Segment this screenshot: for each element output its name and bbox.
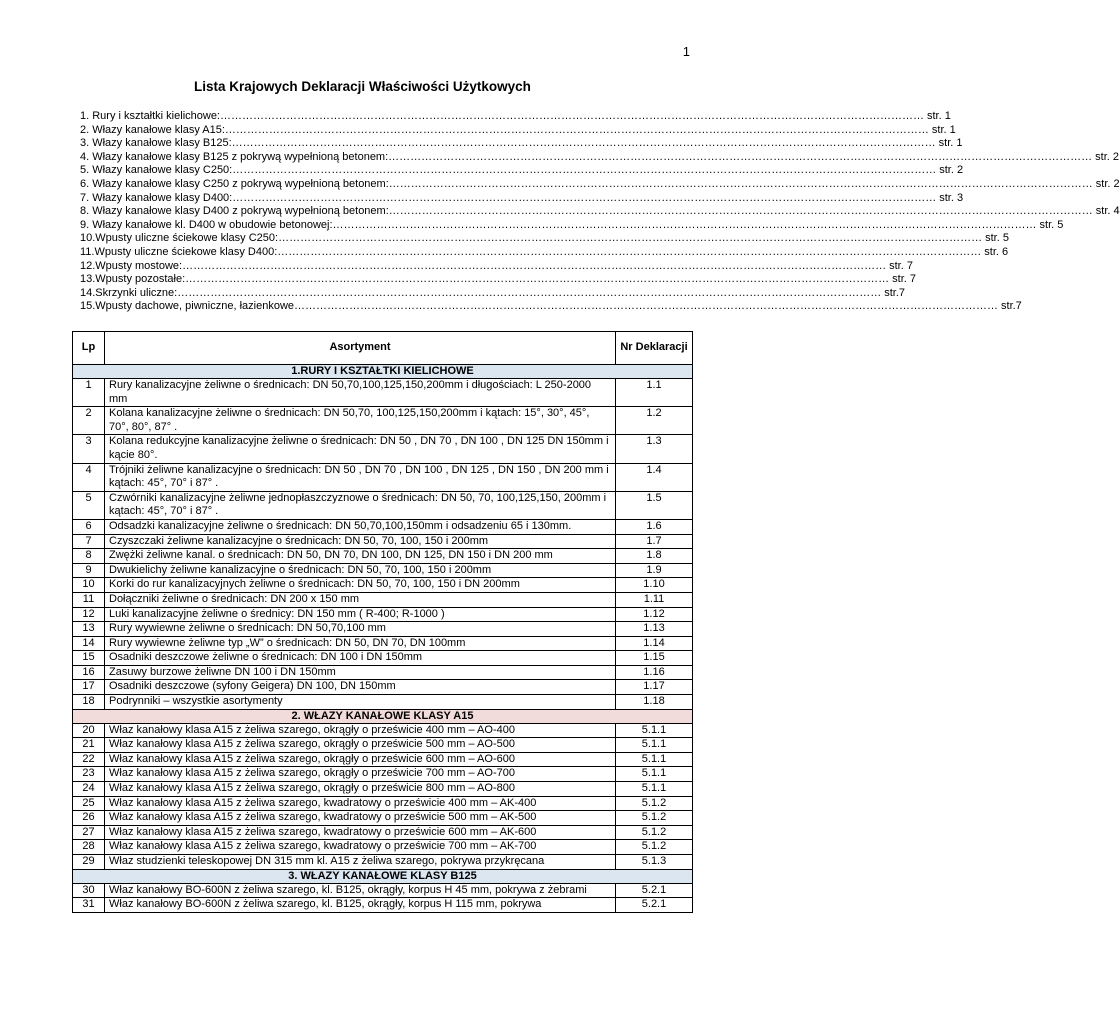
row-declaration: 5.2.1 [616, 883, 693, 898]
row-lp: 1 [73, 379, 105, 407]
toc-item [80, 259, 913, 274]
table-row [73, 607, 693, 622]
toc-item-label: 4. Włazy kanałowe klasy B125 z pokrywą wypełnioną betonem: [80, 150, 389, 163]
section-title: 2. WŁAZY KANAŁOWE KLASY A15 [73, 709, 693, 723]
table-row [73, 463, 693, 491]
table-row [73, 883, 693, 898]
row-assortment: Rury wywiewne żeliwne o średnicach: DN 50,70,100 mm [105, 622, 616, 637]
row-assortment: Kolana redukcyjne kanalizacyjne żeliwne o średnicach: DN 50 , DN 70 , DN 100 , DN 125 DN 150mm i kącie 80°. [105, 435, 616, 463]
toc-leader-dots: ………………………………………………………………………………………………………………………………………………………………………… [388, 150, 1093, 163]
row-declaration: 1.2 [616, 407, 693, 435]
toc-leader-dots: ………………………………………………………………………………………………………………………………………………………………………… [277, 245, 982, 258]
page-number: 1 [682, 44, 690, 59]
table-row [73, 825, 693, 840]
toc-leader-dots: ………………………………………………………………………………………………………………………………………………………………………… [294, 300, 999, 313]
toc-item-label: 3. Włazy kanałowe klasy B125: [80, 137, 232, 150]
toc-item [80, 123, 956, 138]
toc-leader-dots: ………………………………………………………………………………………………………………………………………………………………………… [185, 273, 890, 286]
row-assortment: Właz kanałowy klasa A15 z żeliwa szarego, kwadratowy o prześwicie 500 mm – AK-500 [105, 811, 616, 826]
toc-item-page: str. 1 [938, 137, 963, 150]
table-header-row [73, 332, 693, 365]
row-declaration: 5.1.1 [616, 738, 693, 753]
toc-item-label: 9. Włazy kanałowe kl. D400 w obudowie betonowej: [80, 218, 333, 231]
toc-leader-dots: ………………………………………………………………………………………………………………………………………………………………………… [232, 191, 937, 204]
toc-item-page: str. 4 [1095, 205, 1120, 218]
row-declaration: 1.3 [616, 435, 693, 463]
table-row [73, 855, 693, 870]
toc-leader-dots: ………………………………………………………………………………………………………………………………………………………………………… [232, 164, 937, 177]
table-row [73, 811, 693, 826]
row-declaration: 1.17 [616, 680, 693, 695]
toc-item [80, 245, 1009, 260]
toc-item-page: str. 5 [1039, 218, 1064, 231]
toc-item-label: 2. Włazy kanałowe klasy A15: [80, 123, 225, 136]
toc-item [80, 273, 917, 287]
row-declaration: 1.9 [616, 563, 693, 578]
toc-item-label: 13.Wpusty pozostałe: [80, 273, 186, 286]
row-lp: 27 [73, 825, 105, 840]
row-lp: 11 [73, 592, 105, 607]
toc-item-page: str. 2 [1095, 177, 1120, 190]
row-assortment: Dołączniki żeliwne o średnicach: DN 200 x 150 mm [105, 592, 616, 607]
row-assortment: Właz kanałowy klasa A15 z żeliwa szarego, kwadratowy o prześwicie 400 mm – AK-400 [105, 796, 616, 811]
table-row [73, 695, 693, 710]
row-assortment: Właz kanałowy klasa A15 z żeliwa szarego, okrągły o prześwicie 500 mm – AO-500 [105, 738, 616, 753]
toc-item [80, 191, 964, 206]
row-lp: 8 [73, 549, 105, 564]
toc-item [80, 300, 1022, 314]
row-lp: 18 [73, 695, 105, 710]
row-assortment: Podrynniki – wszystkie asortymenty [105, 695, 616, 710]
row-declaration: 5.1.2 [616, 825, 693, 840]
table-row [73, 651, 693, 666]
row-assortment: Właz kanałowy klasa A15 z żeliwa szarego, okrągły o prześwicie 800 mm – AO-800 [105, 782, 616, 797]
toc-leader-dots: ………………………………………………………………………………………………………………………………………………………………………… [224, 123, 929, 136]
table-row [73, 578, 693, 593]
table-row [73, 840, 693, 855]
toc-leader-dots: ………………………………………………………………………………………………………………………………………………………………………… [278, 232, 983, 245]
toc-item-label: 12.Wpusty mostowe: [80, 259, 183, 272]
row-lp: 31 [73, 898, 105, 913]
table-row [73, 407, 693, 435]
row-assortment: Rury kanalizacyjne żeliwne o średnicach: DN 50,70,100,125,150,200mm i długościach: L 250-2000 mm [105, 379, 616, 407]
row-declaration: 1.16 [616, 665, 693, 680]
row-assortment: Korki do rur kanalizacyjnych żeliwne o średnicach: DN 50, 70, 100, 150 i DN 200mm [105, 578, 616, 593]
toc-leader-dots: ………………………………………………………………………………………………………………………………………………………………………… [182, 259, 887, 272]
row-declaration: 1.1 [616, 379, 693, 407]
row-lp: 13 [73, 622, 105, 637]
toc-leader-dots: ………………………………………………………………………………………………………………………………………………………………………… [332, 218, 1037, 231]
row-lp: 22 [73, 752, 105, 767]
toc-item-page: str.7 [884, 286, 906, 299]
toc-item-page: str. 3 [939, 191, 964, 204]
row-lp: 7 [73, 534, 105, 549]
table-row [73, 636, 693, 651]
row-assortment: Właz kanałowy klasa A15 z żeliwa szarego, okrągły o prześwicie 400 mm – AO-400 [105, 723, 616, 738]
table-row [73, 563, 693, 578]
row-declaration: 1.13 [616, 622, 693, 637]
table-row [73, 782, 693, 797]
toc-item [80, 286, 906, 301]
toc-item-page: str. 1 [927, 110, 951, 122]
row-declaration: 1.6 [616, 519, 693, 534]
row-declaration: 5.1.2 [616, 796, 693, 811]
row-lp: 17 [73, 680, 105, 695]
toc-leader-dots: ………………………………………………………………………………………………………………………………………………………………………… [388, 177, 1093, 190]
row-declaration: 5.1.3 [616, 855, 693, 870]
row-lp: 15 [73, 651, 105, 666]
row-lp: 23 [73, 767, 105, 782]
row-assortment: Osadniki deszczowe żeliwne o średnicach: DN 100 i DN 150mm [105, 651, 616, 666]
row-lp: 26 [73, 811, 105, 826]
toc-leader-dots: ………………………………………………………………………………………………………………………………………………………………………… [220, 110, 924, 122]
toc-item [80, 110, 951, 124]
toc-item [80, 164, 964, 178]
toc-item [80, 232, 1009, 246]
row-assortment: Rury wywiewne żeliwne typ „W” o średnicach: DN 50, DN 70, DN 100mm [105, 636, 616, 651]
toc-item-label: 6. Włazy kanałowe klasy C250 z pokrywą wypełnioną betonem: [80, 177, 389, 190]
row-assortment: Zwężki żeliwne kanal. o średnicach: DN 50, DN 70, DN 100, DN 125, DN 150 i DN 200 mm [105, 549, 616, 564]
row-assortment: Luki kanalizacyjne żeliwne o średnicy: DN 150 mm ( R-400; R-1000 ) [105, 607, 616, 622]
row-lp: 10 [73, 578, 105, 593]
toc-item-label: 5. Włazy kanałowe klasy C250: [80, 164, 233, 177]
table-row [73, 738, 693, 753]
toc-item-label: 11.Wpusty uliczne ściekowe klasy D400: [80, 245, 278, 258]
row-lp: 9 [73, 563, 105, 578]
row-declaration: 1.5 [616, 491, 693, 519]
row-lp: 20 [73, 723, 105, 738]
row-lp: 16 [73, 665, 105, 680]
toc-leader-dots: ………………………………………………………………………………………………………………………………………………………………………… [388, 205, 1093, 218]
row-assortment: Właz kanałowy klasa A15 z żeliwa szarego, kwadratowy o prześwicie 700 mm – AK-700 [105, 840, 616, 855]
row-declaration: 5.1.2 [616, 840, 693, 855]
row-assortment: Właz kanałowy BO-600N z żeliwa szarego, kl. B125, okrągły, korpus H 115 mm, pokrywa [105, 898, 616, 913]
row-lp: 6 [73, 519, 105, 534]
row-lp: 30 [73, 883, 105, 898]
toc-item-page: str. 7 [892, 273, 917, 286]
section-header-row [73, 709, 693, 723]
table-of-contents [80, 110, 1120, 314]
row-assortment: Zasuwy burzowe żeliwne DN 100 i DN 150mm [105, 665, 616, 680]
row-declaration: 1.11 [616, 592, 693, 607]
row-assortment: Czyszczaki żeliwne kanalizacyjne o średnicach: DN 50, 70, 100, 150 i 200mm [105, 534, 616, 549]
table-row [73, 622, 693, 637]
row-lp: 12 [73, 607, 105, 622]
toc-item-page: str. 5 [985, 232, 1009, 245]
row-lp: 5 [73, 491, 105, 519]
row-declaration: 5.1.1 [616, 782, 693, 797]
toc-item-page: str. 1 [931, 123, 956, 136]
table-row [73, 680, 693, 695]
row-declaration: 1.14 [616, 636, 693, 651]
row-declaration: 1.4 [616, 463, 693, 491]
toc-item-page: str. 7 [889, 259, 913, 272]
row-assortment: Odsadzki kanalizacyjne żeliwne o średnicach: DN 50,70,100,150mm i odsadzeniu 65 i 130mm. [105, 519, 616, 534]
row-lp: 21 [73, 738, 105, 753]
table-row [73, 665, 693, 680]
row-assortment: Właz studzienki teleskopowej DN 315 mm kl. A15 z żeliwa szarego, pokrywa przykręcana [105, 855, 616, 870]
table-row [73, 534, 693, 549]
section-title: 1.RURY I KSZTAŁTKI KIELICHOWE [73, 365, 693, 379]
toc-item-label: 8. Włazy kanałowe klasy D400 z pokrywą wypełnioną betonem: [80, 205, 389, 218]
table-row [73, 379, 693, 407]
row-lp: 4 [73, 463, 105, 491]
toc-item-label: 7. Włazy kanałowe klasy D400: [80, 191, 233, 204]
header-assortment: Asortyment [105, 332, 616, 365]
header-declaration: Nr Deklaracji [616, 332, 693, 365]
row-declaration: 1.8 [616, 549, 693, 564]
table-row [73, 519, 693, 534]
row-lp: 2 [73, 407, 105, 435]
row-declaration: 1.18 [616, 695, 693, 710]
row-assortment: Kolana kanalizacyjne żeliwne o średnicach: DN 50,70, 100,125,150,200mm i kątach: 15°, 30°, 45°, 70°, 80°, 87° . [105, 407, 616, 435]
toc-item-label: 15.Wpusty dachowe, piwniczne, łazienkowe [80, 300, 295, 313]
table-row [73, 723, 693, 738]
row-assortment: Właz kanałowy klasa A15 z żeliwa szarego, okrągły o prześwicie 700 mm – AO-700 [105, 767, 616, 782]
toc-item-page: str. 2 [939, 164, 964, 177]
row-assortment: Czwórniki kanalizacyjne żeliwne jednopłaszczyznowe o średnicach: DN 50, 70, 100,125,150, 200mm i kątach: 45°, 70° i 87° . [105, 491, 616, 519]
row-lp: 14 [73, 636, 105, 651]
section-title: 3. WŁAZY KANAŁOWE KLASY B125 [73, 869, 693, 883]
toc-item-page: str.7 [1001, 300, 1022, 313]
row-assortment: Osadniki deszczowe (syfony Geigera) DN 100, DN 150mm [105, 680, 616, 695]
header-lp: Lp [73, 332, 105, 365]
toc-item-label: 1. Rury i kształtki kielichowe: [80, 110, 220, 122]
row-declaration: 5.2.1 [616, 898, 693, 913]
row-assortment: Właz kanałowy klasa A15 z żeliwa szarego, okrągły o prześwicie 600 mm – AO-600 [105, 752, 616, 767]
row-declaration: 1.15 [616, 651, 693, 666]
row-assortment: Właz kanałowy BO-600N z żeliwa szarego, kl. B125, okrągły, korpus H 45 mm, pokrywa z żebrami [105, 883, 616, 898]
row-declaration: 5.1.1 [616, 752, 693, 767]
document-title: Lista Krajowych Deklaracji Właściwości Użytkowych [194, 79, 531, 94]
row-declaration: 1.7 [616, 534, 693, 549]
table-row [73, 549, 693, 564]
row-declaration: 5.1.1 [616, 767, 693, 782]
table-row [73, 898, 693, 913]
toc-item [80, 177, 1120, 192]
row-declaration: 5.1.1 [616, 723, 693, 738]
table-row [73, 796, 693, 811]
table-row [73, 752, 693, 767]
toc-item [80, 218, 1064, 233]
toc-item-label: 10.Wpusty uliczne ściekowe klasy C250: [80, 232, 279, 245]
section-header-row [73, 869, 693, 883]
toc-item-label: 14.Skrzynki uliczne: [80, 286, 178, 299]
row-lp: 25 [73, 796, 105, 811]
declarations-table [72, 331, 693, 913]
row-assortment: Dwukielichy żeliwne kanalizacyjne o średnicach: DN 50, 70, 100, 150 i 200mm [105, 563, 616, 578]
table-row [73, 435, 693, 463]
section-header-row [73, 365, 693, 379]
toc-item-page: str. 2 [1095, 150, 1119, 163]
table-row [73, 491, 693, 519]
toc-leader-dots: ………………………………………………………………………………………………………………………………………………………………………… [231, 137, 936, 150]
row-assortment: Trójniki żeliwne kanalizacyjne o średnicach: DN 50 , DN 70 , DN 100 , DN 125 , DN 150 , DN 200 mm i kątach: 45°, 70° i 87° . [105, 463, 616, 491]
toc-item [80, 137, 963, 151]
row-lp: 29 [73, 855, 105, 870]
row-lp: 24 [73, 782, 105, 797]
row-lp: 28 [73, 840, 105, 855]
toc-item [80, 205, 1120, 219]
row-assortment: Właz kanałowy klasa A15 z żeliwa szarego, kwadratowy o prześwicie 600 mm – AK-600 [105, 825, 616, 840]
row-declaration: 1.10 [616, 578, 693, 593]
row-declaration: 5.1.2 [616, 811, 693, 826]
table-row [73, 767, 693, 782]
toc-item [80, 150, 1119, 165]
toc-item-page: str. 6 [984, 245, 1009, 258]
row-declaration: 1.12 [616, 607, 693, 622]
table-row [73, 592, 693, 607]
toc-leader-dots: ………………………………………………………………………………………………………………………………………………………………………… [177, 286, 882, 299]
row-lp: 3 [73, 435, 105, 463]
